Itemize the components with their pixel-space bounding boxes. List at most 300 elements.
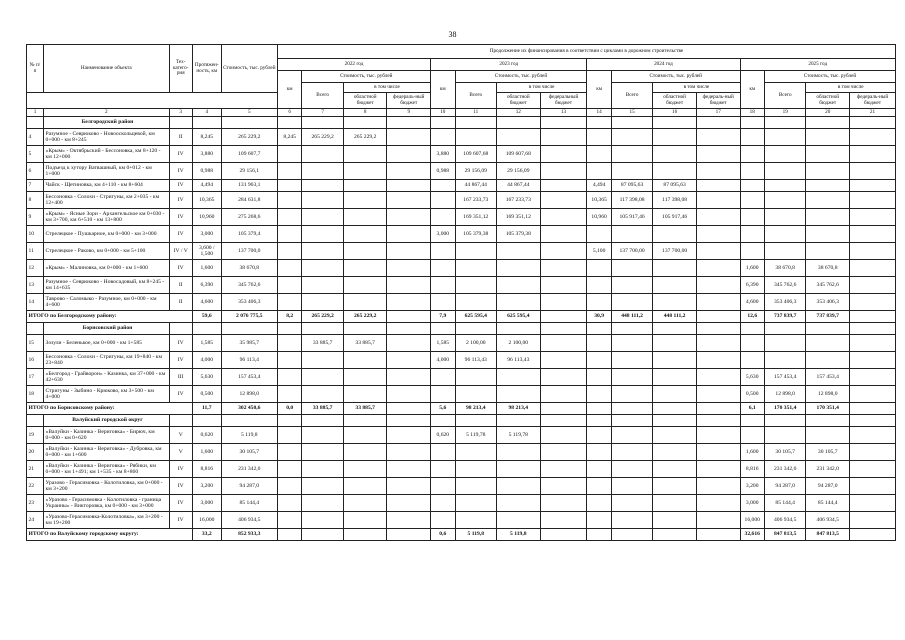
y2-value: 96 113,43 <box>497 352 541 369</box>
y3-total <box>611 529 652 541</box>
empty-cell <box>277 323 301 335</box>
y3-value <box>587 277 611 294</box>
y1-value <box>302 226 343 243</box>
y3-value <box>696 369 740 386</box>
cost: 29 156,1 <box>221 163 277 180</box>
length: 4,494 <box>192 180 221 192</box>
y4-value <box>740 335 764 352</box>
y1-value <box>343 277 387 294</box>
y1-value <box>343 192 387 209</box>
y3-value <box>696 226 740 243</box>
y3-total <box>696 529 740 541</box>
y2-value <box>455 369 496 386</box>
table-row <box>27 260 896 277</box>
object-name: «Валуйки - Казинка - Вериговка» - Бирюч, км 0+000 - км 0+620 <box>44 427 170 444</box>
y3-value <box>696 444 740 461</box>
y1-value <box>277 226 301 243</box>
y3-value <box>611 163 652 180</box>
y1-value <box>343 444 387 461</box>
y3-value <box>587 495 611 512</box>
empty-cell <box>653 117 697 129</box>
y4-value: 157 453,4 <box>806 369 850 386</box>
y1-value <box>277 209 301 226</box>
length: 1,585 <box>192 335 221 352</box>
cost: 96 113,4 <box>221 352 277 369</box>
y1-value <box>387 180 431 192</box>
y3-value <box>587 129 611 146</box>
y1-value <box>387 129 431 146</box>
category: IV <box>169 461 192 478</box>
y1-value <box>277 243 301 260</box>
y4-value <box>850 163 896 180</box>
y4-value: 0,500 <box>740 386 764 403</box>
y4-value: 345 762,6 <box>806 277 850 294</box>
section-num-cell <box>27 117 44 129</box>
y1-value <box>343 369 387 386</box>
empty-cell <box>587 117 611 129</box>
y3-total: 30,9 <box>587 311 611 323</box>
y1-value <box>302 180 343 192</box>
y4-value: 1,600 <box>740 444 764 461</box>
y4-value: 8,816 <box>740 461 764 478</box>
y4-total <box>850 403 896 415</box>
y3-value <box>653 386 697 403</box>
length: 3,000 <box>192 495 221 512</box>
y3-value <box>587 352 611 369</box>
y2-value <box>540 335 587 352</box>
y1-value <box>387 294 431 311</box>
y3-total <box>696 403 740 415</box>
y3-value: 137 700,00 <box>611 243 652 260</box>
y2-value: 0,620 <box>431 427 455 444</box>
regional-header: областной бюджет <box>343 93 387 109</box>
total-label: ИТОГО по Белгородскому району: <box>27 311 193 323</box>
y2-total: 98 213,4 <box>497 403 541 415</box>
y3-value <box>653 369 697 386</box>
y1-value <box>343 146 387 163</box>
y2-value <box>540 260 587 277</box>
cost: 85 144,4 <box>221 495 277 512</box>
empty-cell <box>850 323 896 335</box>
table-row <box>27 512 896 529</box>
y2-total: 5 119,8 <box>455 529 496 541</box>
y4-value <box>740 192 764 209</box>
y3-value <box>696 427 740 444</box>
cost: 5 119,8 <box>221 427 277 444</box>
y4-value <box>764 209 805 226</box>
y4-value <box>764 427 805 444</box>
col-num-header: № п/п <box>27 45 44 93</box>
total-header: Всего <box>764 83 805 109</box>
empty-cell <box>653 323 697 335</box>
cost-subheader: Стоимость, тыс. рублей <box>455 71 587 83</box>
y2-value <box>431 180 455 192</box>
y1-total <box>277 529 301 541</box>
federal-header: федераль-ный бюджет <box>696 93 740 109</box>
y2-value <box>431 444 455 461</box>
y2-total <box>540 403 587 415</box>
y3-value <box>653 512 697 529</box>
y4-value: 406 934,5 <box>806 512 850 529</box>
y3-value <box>696 294 740 311</box>
y4-value <box>850 146 896 163</box>
y1-value <box>387 335 431 352</box>
y2-value <box>455 243 496 260</box>
col-category-header: Тех-катего-рия <box>169 45 192 93</box>
y3-value <box>611 386 652 403</box>
empty-cell <box>611 117 652 129</box>
y1-value <box>387 277 431 294</box>
y4-value <box>850 495 896 512</box>
category: IV <box>169 226 192 243</box>
y1-value <box>387 163 431 180</box>
row-number: 8 <box>27 192 44 209</box>
y1-value <box>343 427 387 444</box>
length: 3,600 / 1,500 <box>192 243 221 260</box>
column-number: 5 <box>221 109 277 117</box>
y2-total: 7,9 <box>431 311 455 323</box>
category: IV / V <box>169 243 192 260</box>
section-header-row <box>27 323 896 335</box>
row-number: 14 <box>27 294 44 311</box>
y1-value <box>302 444 343 461</box>
cost: 157 453,4 <box>221 369 277 386</box>
y3-total: 448 111,2 <box>653 311 697 323</box>
y1-value <box>277 294 301 311</box>
y4-value <box>850 277 896 294</box>
y4-value <box>806 129 850 146</box>
y3-value <box>696 512 740 529</box>
empty-cell <box>497 117 541 129</box>
y3-value <box>696 386 740 403</box>
y3-value <box>611 495 652 512</box>
y1-value <box>343 386 387 403</box>
y2-value: 2 100,00 <box>497 335 541 352</box>
y1-value <box>277 335 301 352</box>
empty-cell <box>540 117 587 129</box>
column-number: 4 <box>192 109 221 117</box>
y4-value: 85 144,4 <box>764 495 805 512</box>
y3-value <box>611 335 652 352</box>
length: 16,000 <box>192 512 221 529</box>
y2-value <box>497 243 541 260</box>
object-name: «Валуйки - Казинка - Вериговка» - Дубровка, км 0+000 - км 1+600 <box>44 444 170 461</box>
y4-value <box>850 243 896 260</box>
federal-header: федераль-ный бюджет <box>850 93 896 109</box>
column-number: 12 <box>497 109 541 117</box>
total-cost: 852 933,3 <box>221 529 277 541</box>
table-row <box>27 243 896 260</box>
y3-total <box>696 311 740 323</box>
table-row <box>27 386 896 403</box>
y3-value: 10,365 <box>587 192 611 209</box>
empty-cell <box>431 415 455 427</box>
y2-value <box>455 129 496 146</box>
y2-value <box>540 209 587 226</box>
y1-value <box>387 427 431 444</box>
section-num-cell <box>27 323 44 335</box>
table-row <box>27 129 896 146</box>
y2-value <box>431 277 455 294</box>
y4-value: 5,630 <box>740 369 764 386</box>
column-number: 2 <box>44 109 170 117</box>
y1-value <box>343 294 387 311</box>
cost: 231 342,0 <box>221 461 277 478</box>
category: IV <box>169 352 192 369</box>
length: 4,000 <box>192 352 221 369</box>
y1-value <box>277 427 301 444</box>
y3-total <box>611 403 652 415</box>
y3-value <box>653 163 697 180</box>
column-number: 6 <box>277 109 301 117</box>
y1-value <box>343 512 387 529</box>
section-title: Белгородский район <box>44 117 170 129</box>
y3-value <box>611 461 652 478</box>
table-row <box>27 209 896 226</box>
table-row <box>27 294 896 311</box>
y1-value <box>387 512 431 529</box>
y2-value: 29 156,09 <box>497 163 541 180</box>
y4-total: 737 839,7 <box>764 311 805 323</box>
y3-value <box>653 129 697 146</box>
y3-value <box>587 512 611 529</box>
category: IV <box>169 192 192 209</box>
y4-total: 6,1 <box>740 403 764 415</box>
y2-value: 4,000 <box>431 352 455 369</box>
including-header: в том числе <box>343 83 430 93</box>
y1-value <box>277 512 301 529</box>
y2-value <box>455 512 496 529</box>
col-name-header: Наименование объекта <box>44 45 170 93</box>
y4-value: 157 453,4 <box>764 369 805 386</box>
y2-value: 5 119,78 <box>497 427 541 444</box>
object-name: Бессоновка - Солохи - Стригуны, км 19+840 - км 23+840 <box>44 352 170 369</box>
y4-value <box>850 386 896 403</box>
total-length: 59,6 <box>192 311 221 323</box>
table-row <box>27 495 896 512</box>
y1-value <box>387 226 431 243</box>
table-row <box>27 352 896 369</box>
y1-value: 33 885,7 <box>302 335 343 352</box>
y1-value <box>302 277 343 294</box>
y4-value: 3,200 <box>740 478 764 495</box>
empty-cell <box>611 323 652 335</box>
y4-value <box>850 260 896 277</box>
section-total-row <box>27 403 896 415</box>
y3-value: 87 095,63 <box>611 180 652 192</box>
cost: 109 607,7 <box>221 146 277 163</box>
y1-total <box>343 529 387 541</box>
cost: 131 963,1 <box>221 180 277 192</box>
empty-cell <box>431 323 455 335</box>
y3-value <box>611 129 652 146</box>
y4-value <box>806 243 850 260</box>
y1-value <box>277 277 301 294</box>
y2-value: 96 113,43 <box>455 352 496 369</box>
object-name: Таврово - Саломыко - Разумное, км 0+000 - км 4+600 <box>44 294 170 311</box>
y4-total: 737 839,7 <box>806 311 850 323</box>
cost: 12 898,0 <box>221 386 277 403</box>
y2-value <box>431 478 455 495</box>
category: IV <box>169 335 192 352</box>
y4-value <box>764 146 805 163</box>
object-name: Разумное - Севрюково - Новосадовый, км 8+245 - км 14+635 <box>44 277 170 294</box>
y1-value <box>387 260 431 277</box>
y2-value: 5 119,78 <box>455 427 496 444</box>
y4-total: 170 351,4 <box>764 403 805 415</box>
row-number: 12 <box>27 260 44 277</box>
y1-total <box>387 529 431 541</box>
y1-value <box>387 209 431 226</box>
y1-value <box>277 461 301 478</box>
y1-value <box>343 180 387 192</box>
length: 1,600 <box>192 444 221 461</box>
column-number: 17 <box>696 109 740 117</box>
y4-value <box>764 243 805 260</box>
empty-cell <box>343 323 387 335</box>
row-number: 22 <box>27 478 44 495</box>
y1-value <box>387 478 431 495</box>
cost: 284 631,8 <box>221 192 277 209</box>
y2-value: 105 379,38 <box>455 226 496 243</box>
empty-cell <box>387 117 431 129</box>
object-name: «Уразово - Герасимовка - Колотиловка - граница Украины» - Викторовка, км 0+000 - км 3+000 <box>44 495 170 512</box>
y4-value <box>740 427 764 444</box>
financing-title: Продолжение их финансирования в соответствии с циклами в дорожном строительстве <box>277 45 895 59</box>
table-row <box>27 335 896 352</box>
column-number: 15 <box>611 109 652 117</box>
object-name: Разумное - Севрюково - Новооскольцевой, км 0+000 - км 8+245 <box>44 129 170 146</box>
y4-total <box>850 311 896 323</box>
category: IV <box>169 180 192 192</box>
cost: 353 406,3 <box>221 294 277 311</box>
y3-value <box>653 146 697 163</box>
y2-value: 105 379,38 <box>497 226 541 243</box>
y2-value <box>431 260 455 277</box>
col-cost-header: Стоимость, тыс. рублей <box>221 45 277 93</box>
total-length: 33,2 <box>192 529 221 541</box>
y2-value <box>497 129 541 146</box>
y4-value <box>740 146 764 163</box>
y2-value <box>455 294 496 311</box>
y3-value: 87 095,63 <box>653 180 697 192</box>
y3-value <box>587 294 611 311</box>
year-header-2024: 2024 год <box>587 59 740 71</box>
y4-value <box>806 192 850 209</box>
empty-cell <box>455 415 496 427</box>
column-number: 20 <box>806 109 850 117</box>
y3-value <box>587 369 611 386</box>
y3-value <box>611 444 652 461</box>
length: 5,630 <box>192 369 221 386</box>
y1-value <box>302 495 343 512</box>
object-name: «Уразово-Герасимовка-Колотиловка», км 3+200 - км 19+200 <box>44 512 170 529</box>
cost-subheader: Стоимость, тыс. рублей <box>302 71 431 83</box>
y3-value <box>653 461 697 478</box>
including-header: в том числе <box>806 83 896 93</box>
category: II <box>169 294 192 311</box>
column-number: 14 <box>587 109 611 117</box>
y1-value <box>387 444 431 461</box>
y2-value <box>455 478 496 495</box>
y2-value: 29 156,09 <box>455 163 496 180</box>
row-number: 4 <box>27 129 44 146</box>
column-number: 7 <box>302 109 343 117</box>
y3-total <box>653 529 697 541</box>
y3-value <box>653 260 697 277</box>
y2-total: 0,6 <box>431 529 455 541</box>
y2-value <box>431 129 455 146</box>
y4-value: 231 342,0 <box>806 461 850 478</box>
object-name: Подъезд к хутору Ватвашный, км 0+012 - км 1+000 <box>44 163 170 180</box>
object-name: Уразово - Герасимовка - Колотиловка, км 0+000 - км 3+200 <box>44 478 170 495</box>
y2-value: 44 867,44 <box>455 180 496 192</box>
y2-value <box>431 294 455 311</box>
y3-value <box>611 146 652 163</box>
y2-value <box>497 277 541 294</box>
y1-value <box>343 209 387 226</box>
page-number: 38 <box>448 30 457 39</box>
section-total-row <box>27 311 896 323</box>
y3-value: 105 917,46 <box>653 209 697 226</box>
y2-value <box>540 495 587 512</box>
total-header: Всего <box>611 83 652 109</box>
y1-value <box>302 386 343 403</box>
y1-total: 8,2 <box>277 311 301 323</box>
y3-value <box>696 243 740 260</box>
y1-value <box>277 495 301 512</box>
y4-value: 16,000 <box>740 512 764 529</box>
category: IV <box>169 512 192 529</box>
empty-cell <box>343 415 387 427</box>
cost: 265 229,2 <box>221 129 277 146</box>
y3-value <box>611 427 652 444</box>
section-header-row <box>27 117 896 129</box>
length: 3,200 <box>192 478 221 495</box>
y2-value: 3,000 <box>431 226 455 243</box>
y1-value: 265 229,2 <box>343 129 387 146</box>
empty-cell <box>169 117 192 129</box>
y4-value: 12 898,0 <box>806 386 850 403</box>
y1-value <box>277 163 301 180</box>
row-number: 10 <box>27 226 44 243</box>
including-header: в том числе <box>653 83 740 93</box>
y3-value <box>587 163 611 180</box>
y3-value <box>587 444 611 461</box>
column-number: 9 <box>387 109 431 117</box>
y4-value <box>764 129 805 146</box>
y2-value <box>540 512 587 529</box>
row-number: 11 <box>27 243 44 260</box>
including-header: в том числе <box>497 83 587 93</box>
category: V <box>169 427 192 444</box>
column-number: 10 <box>431 109 455 117</box>
y1-total: 0,0 <box>277 403 301 415</box>
y2-value <box>540 478 587 495</box>
empty-cell <box>850 415 896 427</box>
y3-total: 448 111,2 <box>611 311 652 323</box>
y2-value: 44 867,44 <box>497 180 541 192</box>
empty-cell <box>192 415 221 427</box>
y2-value <box>497 386 541 403</box>
y4-value: 345 762,6 <box>764 277 805 294</box>
y2-value <box>455 277 496 294</box>
table-body <box>27 117 896 541</box>
y4-value <box>806 335 850 352</box>
y4-value <box>806 226 850 243</box>
cost: 137 700,0 <box>221 243 277 260</box>
empty-cell <box>221 117 277 129</box>
